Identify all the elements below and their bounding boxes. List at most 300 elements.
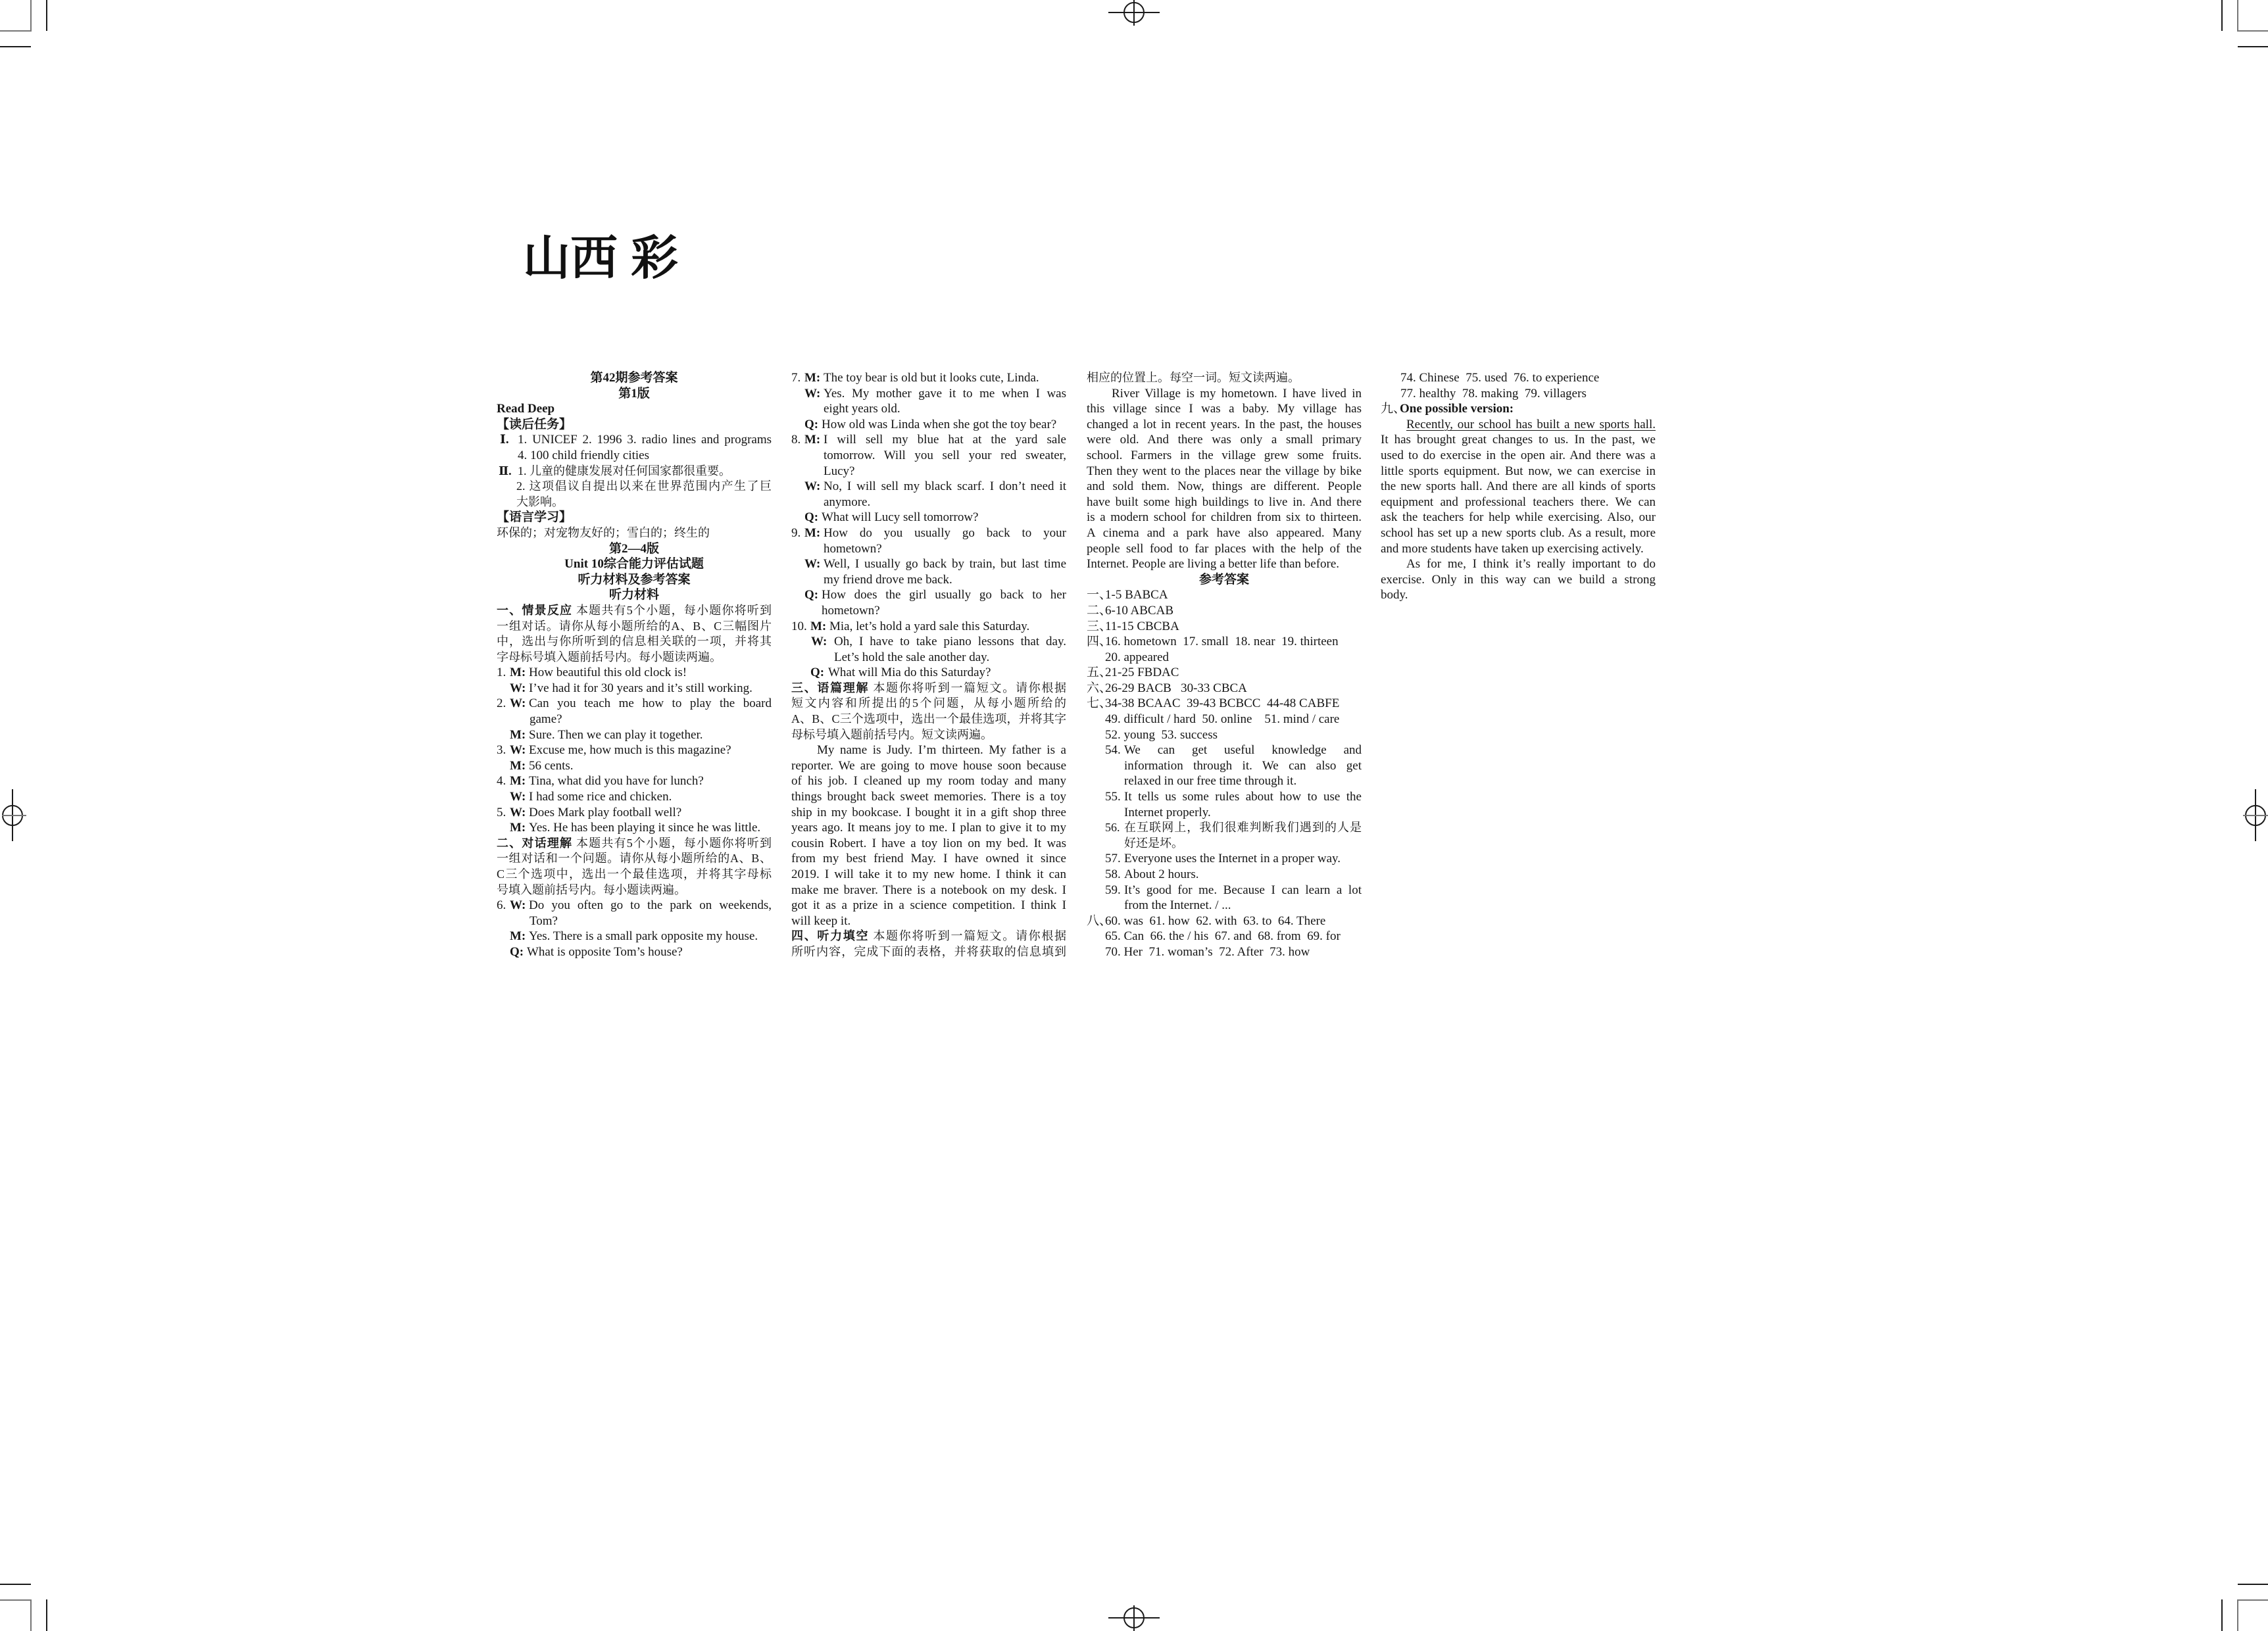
answer-line bbox=[497, 464, 772, 479]
instruction-line bbox=[497, 634, 772, 650]
heading-text: 第1版 bbox=[618, 386, 650, 401]
passage-text: were old. And there was only a small primary bbox=[1087, 433, 1362, 447]
heading-text: 【语言学习】 bbox=[497, 510, 572, 525]
speaker-label: M: bbox=[804, 371, 821, 385]
item-number: 9. bbox=[791, 525, 801, 540]
registration-line bbox=[1133, 1605, 1135, 1631]
instruction-line bbox=[791, 727, 1066, 743]
dialogue-line bbox=[497, 758, 772, 774]
speaker-label: M: bbox=[510, 774, 526, 789]
dialogue-text: Can you teach me how to play the board bbox=[529, 696, 772, 711]
answer-line bbox=[1087, 696, 1362, 712]
dialogue-text: Tom? bbox=[530, 913, 558, 928]
essay-text: ask the teachers for help while exercising. Also, our bbox=[1381, 510, 1656, 525]
essay-text: little sports equipment. But now, we can exercise in bbox=[1381, 464, 1656, 478]
passage-line bbox=[791, 742, 1066, 758]
essay-text: used to do exercise in the open air. And there was a bbox=[1381, 448, 1656, 462]
crop-mark-top-left bbox=[46, 0, 47, 31]
speaker-label: W: bbox=[510, 805, 526, 819]
dialogue-line bbox=[497, 773, 772, 789]
answer-text: information through it. We can also get bbox=[1124, 758, 1362, 773]
question-text: hometown? bbox=[822, 603, 880, 618]
dialogue-text: Sure. Then we can play it together. bbox=[529, 727, 703, 742]
passage-text: from my best friend May. I have owned it since bbox=[791, 852, 1066, 866]
passage-text: school. Farmers in the village grew some fruits. bbox=[1087, 448, 1362, 462]
dialogue-text: Lucy? bbox=[824, 464, 855, 478]
instruction-text: 一组对话。请你从每小题所给的A、B、C三幅图片 bbox=[497, 619, 772, 633]
item-number: 6. bbox=[497, 898, 506, 913]
column-4 bbox=[1381, 370, 1656, 603]
instruction-line bbox=[497, 851, 772, 867]
answer-line bbox=[1087, 836, 1362, 852]
dialogue-text: Does Mark play football well? bbox=[529, 805, 682, 819]
speaker-label: W: bbox=[811, 635, 827, 649]
answer-line bbox=[1381, 386, 1656, 402]
instruction-line bbox=[497, 603, 772, 619]
crop-mark-top-right bbox=[2238, 46, 2268, 47]
passage-text: River Village is my hometown. I have lived in bbox=[1112, 386, 1362, 401]
answer-text: 49. difficult / hard 50. online 51. mind / care bbox=[1105, 712, 1340, 727]
answer-text: It tells us some rules about how to use the bbox=[1124, 790, 1362, 804]
dialogue-line bbox=[791, 541, 1066, 557]
passage-line bbox=[1087, 556, 1362, 572]
answer-line bbox=[1087, 665, 1362, 681]
answer-line bbox=[1087, 929, 1362, 944]
trim-mark-top-right bbox=[2237, 30, 2268, 32]
instruction-line bbox=[497, 883, 772, 898]
dialogue-line bbox=[497, 665, 772, 681]
trim-mark-bottom-right bbox=[2237, 1599, 2268, 1601]
dialogue-line bbox=[497, 681, 772, 696]
item-number: 5. bbox=[497, 805, 506, 819]
question-line bbox=[791, 417, 1066, 433]
trim-mark-bottom-right bbox=[2237, 1599, 2238, 1631]
instruction-body: 本题共有5个小题，每小题你将听到 bbox=[572, 603, 772, 617]
answer-text: 6-10 ABCAB bbox=[1105, 603, 1173, 618]
question-line bbox=[791, 587, 1066, 603]
dialogue-text: eight years old. bbox=[824, 402, 900, 416]
dialogue-line bbox=[791, 448, 1066, 464]
dialogue-line bbox=[497, 898, 772, 913]
crop-mark-bottom-right bbox=[2221, 1599, 2223, 1631]
item-number: 2. bbox=[497, 696, 506, 711]
dialogue-text: How do you usually go back to your bbox=[824, 525, 1066, 540]
essay-line bbox=[1381, 587, 1656, 603]
dialogue-text: Yes. My mother gave it to me when I was bbox=[824, 386, 1066, 401]
dialogue-text: Yes. There is a small park opposite my house. bbox=[529, 929, 758, 944]
passage-text: people sell food to far places with the help of the bbox=[1087, 541, 1362, 556]
dialogue-line bbox=[497, 929, 772, 944]
part-number: 五、 bbox=[1087, 666, 1112, 680]
answer-line bbox=[1087, 898, 1362, 913]
part-number: 二、 bbox=[1087, 603, 1112, 618]
speaker-label: W: bbox=[510, 696, 526, 711]
dialogue-line bbox=[791, 464, 1066, 479]
dialogue-text: 56 cents. bbox=[529, 758, 574, 773]
passage-text: is a modern school for children from six to thirteen. bbox=[1087, 510, 1362, 525]
essay-text: and more students have taken up exercising actively. bbox=[1381, 541, 1644, 556]
part-number: 七、 bbox=[1087, 696, 1112, 711]
speaker-label: Q: bbox=[804, 510, 819, 525]
answer-line bbox=[1087, 805, 1362, 821]
answer-text: 21-25 FBDAC bbox=[1105, 666, 1179, 680]
heading-text: 参考答案 bbox=[1198, 572, 1249, 587]
dialogue-text: Oh, I have to take piano lessons that day. bbox=[834, 635, 1066, 649]
dialogue-line bbox=[791, 650, 1066, 666]
column-3 bbox=[1087, 370, 1362, 960]
item-number: 4. bbox=[497, 774, 506, 789]
dialogue-line bbox=[497, 820, 772, 836]
passage-line bbox=[1087, 432, 1362, 448]
answer-line bbox=[1087, 603, 1362, 619]
answer-text: 11-15 CBCBA bbox=[1105, 619, 1179, 633]
part-label: 三、语篇理解 bbox=[791, 681, 870, 694]
item-number: 3. bbox=[497, 743, 506, 758]
section-heading bbox=[497, 401, 772, 417]
dialogue-text: I will sell my blue hat at the yard sale bbox=[824, 433, 1066, 447]
instruction-body: 本题你将听到一篇短文。请你根据 bbox=[869, 681, 1067, 694]
instruction-text bbox=[791, 929, 1066, 944]
speaker-label: W: bbox=[804, 386, 821, 401]
issue-heading bbox=[497, 370, 772, 386]
answer-text: 20. appeared bbox=[1105, 650, 1170, 664]
dialogue-text: Let’s hold the sale another day. bbox=[834, 650, 990, 664]
passage-line bbox=[791, 758, 1066, 774]
dialogue-line bbox=[497, 805, 772, 821]
question-line bbox=[791, 665, 1066, 681]
speaker-label: W: bbox=[804, 557, 821, 572]
answer-line bbox=[1087, 650, 1362, 666]
dialogue-text: tomorrow. Will you sell your red sweater, bbox=[824, 448, 1066, 462]
passage-line bbox=[1087, 525, 1362, 541]
essay-line bbox=[1381, 448, 1656, 464]
heading-text: Read Deep bbox=[497, 402, 555, 416]
writing-heading-text: One possible version: bbox=[1400, 402, 1514, 416]
answer-text: 大影响。 bbox=[516, 495, 564, 508]
passage-text: Internet. People are living a better life than before. bbox=[1087, 557, 1340, 572]
question-text: How does the girl usually go back to her bbox=[822, 588, 1066, 602]
answer-line bbox=[1087, 619, 1362, 635]
passage-text: 2019. I will take it to my new home. I think it can bbox=[791, 867, 1066, 881]
speaker-label: M: bbox=[510, 929, 526, 944]
item-number: 7. bbox=[791, 371, 801, 385]
answer-text: It’s good for me. Because I can learn a lot bbox=[1124, 883, 1362, 897]
essay-line bbox=[1381, 495, 1656, 510]
instruction-text bbox=[791, 681, 1066, 696]
instruction-line bbox=[791, 696, 1066, 712]
dialogue-text: anymore. bbox=[824, 495, 871, 509]
passage-line bbox=[791, 789, 1066, 805]
essay-text: the new sports hall. And there are all kinds of sports bbox=[1381, 479, 1656, 494]
answer-text: 在互联网上，我们很难判断我们遇到的人是 bbox=[1124, 821, 1362, 835]
answer-text: We can get useful knowledge and bbox=[1124, 743, 1362, 758]
passage-line bbox=[791, 805, 1066, 821]
heading-text: 第42期参考答案 bbox=[590, 371, 678, 385]
dialogue-text: I had some rice and chicken. bbox=[529, 790, 672, 804]
answer-line bbox=[1381, 370, 1656, 386]
answer-line bbox=[497, 525, 772, 541]
instruction-text: 所听内容，完成下面的表格，并将获取的信息填到 bbox=[791, 944, 1066, 958]
dialogue-line bbox=[791, 495, 1066, 510]
essay-text: school has set up a new sports club. As a result, more bbox=[1381, 525, 1656, 540]
answer-line bbox=[497, 495, 772, 510]
passage-text: things brought back sweet memories. There is a toy bbox=[791, 790, 1066, 804]
passage-text: ship in my bookcase. I bought it in a gift shop three bbox=[791, 805, 1066, 819]
answer-text: relaxed in our free time through it. bbox=[1124, 774, 1297, 789]
passage-text: changed a lot in recent years. In the past, the houses bbox=[1087, 417, 1362, 431]
essay-line bbox=[1381, 525, 1656, 541]
instruction-text: 母标号填入题前括号内。短文读两遍。 bbox=[791, 727, 993, 741]
crop-mark-top-left bbox=[0, 46, 31, 47]
answer-line bbox=[1087, 742, 1362, 758]
instruction-text: 短文内容和所提出的5个问题，从每小题所给的 bbox=[791, 696, 1066, 710]
passage-line bbox=[1087, 401, 1362, 417]
instruction-body: 本题共有5个小题，每小题你将听到 bbox=[572, 836, 772, 850]
dialogue-line bbox=[791, 619, 1066, 635]
speaker-label: W: bbox=[510, 743, 526, 758]
answer-text: 26-29 BACB 30-33 CBCA bbox=[1105, 681, 1247, 695]
speaker-label: W: bbox=[510, 790, 526, 804]
dialogue-line bbox=[497, 913, 772, 929]
column-1 bbox=[497, 370, 772, 960]
dialogue-line bbox=[791, 634, 1066, 650]
item-number: 58. bbox=[1105, 867, 1121, 881]
answer-line bbox=[1087, 587, 1362, 603]
dialogue-line bbox=[791, 432, 1066, 448]
instruction-line bbox=[791, 944, 1066, 960]
passage-line bbox=[1087, 541, 1362, 557]
essay-text: equipment and professional teachers there. We can bbox=[1381, 495, 1656, 509]
answer-line bbox=[1087, 944, 1362, 960]
instruction-text: 号填入题前括号内。每小题读两遍。 bbox=[497, 883, 686, 896]
instruction-line bbox=[497, 650, 772, 666]
roman-numeral-label: Ⅰ. bbox=[500, 433, 509, 447]
question-line bbox=[791, 603, 1066, 619]
passage-text: and sold them. Now, things are different. People bbox=[1087, 479, 1362, 494]
question-text: What will Lucy sell tomorrow? bbox=[822, 510, 979, 525]
registration-line bbox=[2243, 815, 2268, 816]
subsection-heading bbox=[497, 510, 772, 525]
instruction-line bbox=[791, 712, 1066, 727]
instruction-line bbox=[791, 929, 1066, 944]
item-number: 8. bbox=[791, 433, 801, 447]
page-heading bbox=[497, 541, 772, 557]
essay-line bbox=[1381, 510, 1656, 525]
answer-line bbox=[497, 479, 772, 495]
passage-line bbox=[1087, 386, 1362, 402]
speaker-label: Q: bbox=[810, 666, 825, 680]
answer-text: 1. UNICEF 2. 1996 3. radio lines and programs bbox=[518, 433, 772, 447]
question-line bbox=[791, 510, 1066, 525]
page-heading bbox=[497, 386, 772, 402]
heading-text: 第2—4版 bbox=[608, 541, 659, 556]
essay-text: exercise. Only in this way can we build a strong bbox=[1381, 572, 1656, 587]
heading-text: 【读后任务】 bbox=[497, 417, 572, 431]
part-number: 四、 bbox=[1087, 635, 1112, 649]
answer-key-heading bbox=[1087, 572, 1362, 588]
answer-text: 1. 儿童的健康发展对任何国家都很重要。 bbox=[518, 464, 731, 477]
essay-text: It has brought great changes to us. In the past, we bbox=[1381, 433, 1656, 447]
trim-mark-top-left bbox=[30, 0, 32, 31]
answer-text: 60. was 61. how 62. with 63. to 64. There bbox=[1105, 913, 1326, 928]
dialogue-line bbox=[497, 742, 772, 758]
essay-line bbox=[1381, 432, 1656, 448]
passage-line bbox=[791, 851, 1066, 867]
question-text: How old was Linda when she got the toy bear? bbox=[822, 417, 1057, 431]
trim-mark-bottom-left bbox=[0, 1599, 32, 1601]
passage-text: cousin Robert. I have a toy lion on my bed. It was bbox=[791, 836, 1066, 850]
trim-mark-bottom-left bbox=[30, 1599, 32, 1631]
dialogue-text: Excuse me, how much is this magazine? bbox=[529, 743, 731, 758]
speaker-label: W: bbox=[510, 898, 526, 913]
passage-text: this village since I was a baby. My village has bbox=[1087, 402, 1362, 416]
essay-text: body. bbox=[1381, 588, 1408, 602]
part-number: 八、 bbox=[1087, 913, 1112, 928]
instruction-text: 一组对话和一个问题。请你从每小题所给的A、B、 bbox=[497, 852, 772, 865]
dialogue-line bbox=[791, 386, 1066, 402]
answer-line bbox=[1087, 758, 1362, 774]
speaker-label: Q: bbox=[804, 417, 819, 431]
answer-line bbox=[1087, 820, 1362, 836]
essay-line bbox=[1381, 556, 1656, 572]
heading-text: 听力材料及参考答案 bbox=[578, 572, 691, 587]
answer-text: 环保的；对宠物友好的；雪白的；终生的 bbox=[497, 525, 710, 539]
essay-text: As for me, I think it’s really important to do bbox=[1406, 557, 1656, 572]
essay-line bbox=[1381, 464, 1656, 479]
essay-line bbox=[1381, 572, 1656, 588]
registration-line bbox=[2, 815, 26, 816]
answer-text: 74. Chinese 75. used 76. to experience bbox=[1400, 371, 1600, 385]
answer-text: 2. 这项倡议自提出以来在世界范围内产生了巨 bbox=[516, 479, 772, 493]
passage-line bbox=[791, 867, 1066, 883]
dialogue-text: Tina, what did you have for lunch? bbox=[529, 774, 704, 789]
answer-text: 77. healthy 78. making 79. villagers bbox=[1400, 386, 1587, 401]
speaker-label: M: bbox=[804, 525, 821, 540]
passage-line bbox=[1087, 448, 1362, 464]
answer-text: 65. Can 66. the / his 67. and 68. from 69. for bbox=[1105, 929, 1341, 944]
part-number: 三、 bbox=[1087, 619, 1112, 633]
instruction-line bbox=[497, 836, 772, 852]
dialogue-line bbox=[791, 479, 1066, 495]
speaker-label: M: bbox=[804, 433, 821, 447]
instruction-body: 本题你将听到一篇短文。请你根据 bbox=[869, 929, 1067, 943]
answer-line bbox=[1087, 867, 1362, 883]
answer-text: 好还是坏。 bbox=[1124, 836, 1183, 850]
essay-line bbox=[1381, 541, 1656, 557]
item-number: 56. bbox=[1105, 821, 1120, 835]
answer-text: Everyone uses the Internet in a proper way. bbox=[1124, 852, 1341, 866]
passage-line bbox=[1087, 495, 1362, 510]
answer-line bbox=[1087, 913, 1362, 929]
column-2 bbox=[791, 370, 1066, 960]
answer-line bbox=[1087, 634, 1362, 650]
passage-line bbox=[1087, 464, 1362, 479]
speaker-label: Q: bbox=[510, 944, 524, 959]
answer-line bbox=[1087, 789, 1362, 805]
speaker-label: M: bbox=[510, 821, 526, 835]
item-number: 59. bbox=[1105, 883, 1121, 897]
instruction-text: 中，选出与你所听到的信息相关联的一项，并将其 bbox=[497, 635, 772, 648]
crop-mark-bottom-left bbox=[0, 1584, 31, 1585]
answer-line bbox=[497, 432, 772, 448]
answer-text: 34-38 BCAAC 39-43 BCBCC 44-48 CABFE bbox=[1105, 696, 1340, 711]
answer-text: 52. young 53. success bbox=[1105, 727, 1218, 742]
instruction-text: A、B、C三个选项中，选出一个最佳选项，并将其字 bbox=[791, 712, 1066, 726]
dialogue-line bbox=[791, 401, 1066, 417]
essay-line bbox=[1381, 417, 1656, 433]
dialogue-line bbox=[791, 525, 1066, 541]
part-label: 四、听力填空 bbox=[791, 929, 870, 943]
dialogue-text: How beautiful this old clock is! bbox=[529, 666, 687, 680]
speaker-label: W: bbox=[804, 479, 821, 494]
answer-text: 1-5 BABCA bbox=[1105, 588, 1168, 602]
part-number: 一、 bbox=[1087, 588, 1112, 602]
passage-text: years ago. It means joy to me. I plan to give it to my bbox=[791, 821, 1066, 835]
dialogue-line bbox=[497, 712, 772, 727]
speaker-label: Q: bbox=[804, 588, 819, 602]
answer-line bbox=[1087, 712, 1362, 727]
passage-line bbox=[791, 913, 1066, 929]
dialogue-line bbox=[791, 556, 1066, 572]
passage-text: A cinema and a park have also appeared. Many bbox=[1087, 525, 1362, 540]
crop-mark-bottom-left bbox=[46, 1599, 47, 1631]
answer-text: Internet properly. bbox=[1124, 805, 1211, 819]
passage-line bbox=[1087, 417, 1362, 433]
passage-text: make me braver. There is a notebook on my desk. I bbox=[791, 883, 1066, 897]
dialogue-line bbox=[791, 370, 1066, 386]
speaker-label: M: bbox=[510, 666, 526, 680]
item-number: 54. bbox=[1105, 743, 1121, 758]
part-number: 六、 bbox=[1087, 681, 1112, 695]
dialogue-text: Do you often go to the park on weekends, bbox=[529, 898, 772, 913]
answer-text: 16. hometown 17. small 18. near 19. thirteen bbox=[1105, 635, 1339, 649]
speaker-label: M: bbox=[510, 758, 526, 773]
topic-sentence: Recently, our school has built a new sports hall. bbox=[1406, 417, 1656, 431]
dialogue-line bbox=[497, 789, 772, 805]
answer-line bbox=[1087, 851, 1362, 867]
item-number: 57. bbox=[1105, 852, 1121, 866]
part-label: 二、对话理解 bbox=[497, 836, 573, 850]
passage-line bbox=[791, 898, 1066, 913]
registration-line bbox=[1133, 0, 1135, 26]
dialogue-text: No, I will sell my black scarf. I don’t need it bbox=[824, 479, 1066, 494]
speaker-label: M: bbox=[510, 727, 526, 742]
writing-heading bbox=[1381, 401, 1656, 417]
part-label: 一、情景反应 bbox=[497, 603, 573, 617]
passage-text: have built some high buildings to live in. And there bbox=[1087, 495, 1362, 509]
passage-line bbox=[1087, 479, 1362, 495]
dialogue-text: hometown? bbox=[824, 541, 882, 556]
passage-line bbox=[791, 883, 1066, 898]
instruction-text bbox=[497, 836, 772, 852]
dialogue-text: Mia, let’s hold a yard sale this Saturday. bbox=[829, 619, 1030, 633]
dialogue-text: my friend drove me back. bbox=[824, 572, 952, 587]
passage-text: of his job. I cleaned up my room today and many bbox=[791, 774, 1066, 789]
passage-line bbox=[1087, 510, 1362, 525]
instruction-line bbox=[497, 619, 772, 635]
instruction-line bbox=[791, 681, 1066, 696]
dialogue-text: I’ve had it for 30 years and it’s still working. bbox=[529, 681, 752, 695]
instruction-text bbox=[497, 603, 772, 619]
part-number: 九、 bbox=[1381, 402, 1406, 416]
trim-mark-top-left bbox=[0, 30, 32, 32]
answer-line bbox=[1087, 727, 1362, 743]
section-heading bbox=[497, 587, 772, 603]
item-number: 1. bbox=[497, 666, 506, 680]
dialogue-text: The toy bear is old but it looks cute, Linda. bbox=[824, 371, 1039, 385]
answer-line bbox=[1087, 883, 1362, 898]
answer-text: 4. 100 child friendly cities bbox=[518, 448, 649, 462]
